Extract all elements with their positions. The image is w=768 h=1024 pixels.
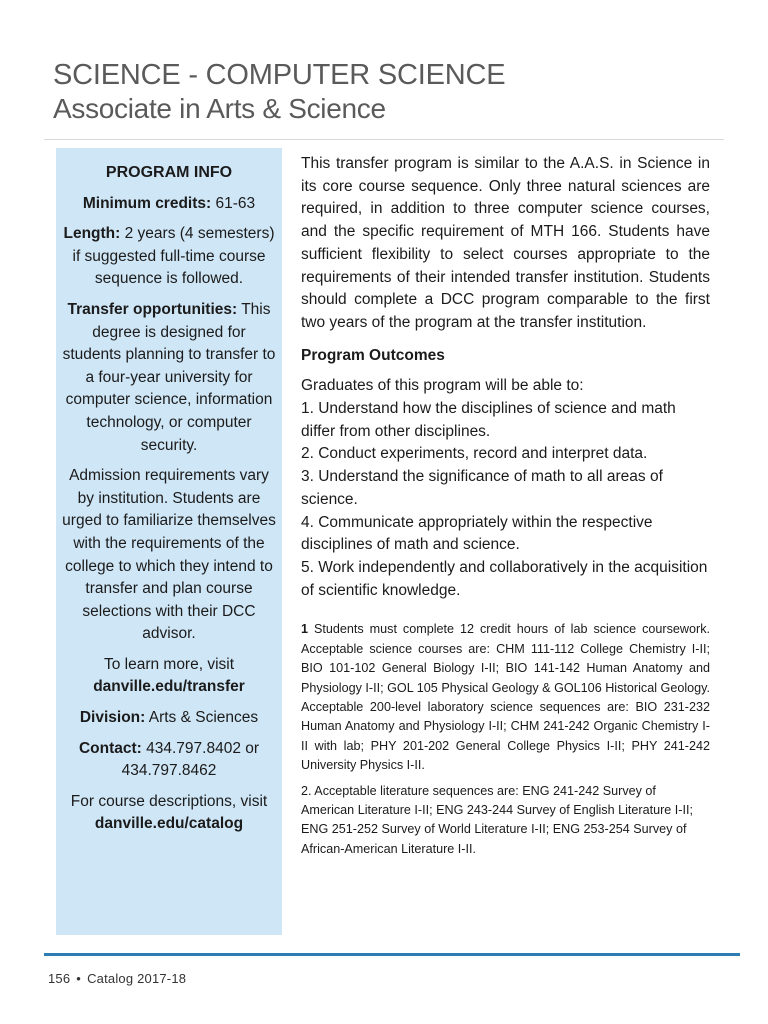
footnote-1 bbox=[301, 620, 710, 775]
outcomes-heading: Program Outcomes bbox=[301, 346, 445, 364]
transfer-link[interactable]: danville.edu/transfer bbox=[93, 678, 245, 696]
minimum-credits-label: Minimum credits: bbox=[82, 194, 212, 212]
footnotes bbox=[301, 620, 710, 859]
transfer-value: This degree is designed for students planning to transfer to a four-year university for computer science, information technology, or computer security. bbox=[62, 300, 276, 454]
outcome-item: 1. Understand how the disciplines of science and math differ from other disciplines. bbox=[301, 400, 676, 440]
page-subtitle: Associate in Arts & Science bbox=[53, 93, 386, 124]
learn-more-text: To learn more, visit bbox=[103, 655, 235, 673]
program-info-sidebar bbox=[56, 148, 282, 935]
transfer-opportunities bbox=[62, 299, 276, 457]
contact-value: 434.797.8402 or 434.797.8462 bbox=[121, 739, 260, 780]
program-length bbox=[62, 223, 276, 291]
outcome-item: 2. Conduct experiments, record and interpret data. bbox=[301, 445, 648, 463]
footnote-1-text: Students must complete 12 credit hours of lab science coursework. Acceptable science courses are: CHM 111-112 College Chemistry I-II; BIO 101-102 General Biology I-II; BIO 141-142 Human Anatomy and Physiology I-II; GOL 105 Physical Geology & GOL106 Historical Geology. Acceptable 200-level laboratory science sequences are: BIO 231-232 Human Anatomy and Physiology I-II; CHM 241-242 Organic Chemistry I-II with lab; PHY 201-202 General College Physics I-II; PHY 241-242 University Physics I-II. bbox=[301, 622, 710, 773]
footer-separator: • bbox=[76, 971, 82, 986]
outcomes-lead: Graduates of this program will be able to: bbox=[301, 377, 584, 395]
minimum-credits bbox=[62, 193, 276, 216]
intro-paragraph: This transfer program is similar to the A.A.S. in Science in its core course sequence. Only three natural sciences are required, in addition to three computer science courses, and the specific requirement of MTH 166. Students have sufficient flexibility to select courses appropriate to the requirements of their intended transfer institution. Students should complete a DCC program comparable to the first two years of the program at the transfer institution. bbox=[301, 155, 710, 331]
outcome-item: 5. Work independently and collaboratively in the acquisition of scientific knowledge. bbox=[301, 558, 708, 599]
length-label: Length: bbox=[63, 225, 121, 243]
footnote-1-number: 1 bbox=[301, 622, 309, 637]
minimum-credits-value: 61-63 bbox=[211, 194, 256, 212]
transfer-label: Transfer opportunities: bbox=[67, 300, 238, 318]
header-divider bbox=[44, 139, 724, 140]
page-number: 156 bbox=[48, 971, 71, 986]
catalog-year: Catalog 2017-18 bbox=[87, 971, 187, 986]
contact-label: Contact: bbox=[78, 739, 142, 757]
page-title: SCIENCE - COMPUTER SCIENCE bbox=[53, 59, 506, 91]
page-header bbox=[53, 58, 505, 126]
division-value: Arts & Sciences bbox=[145, 709, 259, 727]
program-info-heading: PROGRAM INFO bbox=[105, 164, 233, 181]
outcome-item: 4. Communicate appropriately within the respective disciplines of math and science. bbox=[301, 513, 653, 554]
program-description bbox=[301, 153, 710, 859]
learn-more bbox=[62, 654, 276, 699]
catalog-text: For course descriptions, visit bbox=[70, 792, 268, 810]
course-descriptions bbox=[62, 791, 276, 836]
footer-divider bbox=[44, 953, 740, 956]
outcome-item: 3. Understand the significance of math to all areas of science. bbox=[301, 468, 663, 508]
page-footer bbox=[48, 971, 186, 986]
division-label: Division: bbox=[79, 709, 146, 727]
division bbox=[62, 707, 276, 730]
footnote-2: 2. Acceptable literature sequences are: ENG 241-242 Survey of American Literature I-II; ENG 243-244 Survey of English Literature I-II; ENG 251-252 Survey of World Literature I-II; ENG 253-254 Survey of African-American Literature I-II. bbox=[301, 783, 693, 856]
admission-requirements: Admission requirements vary by institution. Students are urged to familiarize themselves with the requirements of the college to which they intend to transfer and plan course selections with their DCC advisor. bbox=[62, 467, 276, 643]
length-value: 2 years (4 semesters) if suggested full-time course sequence is followed. bbox=[72, 225, 275, 288]
contact bbox=[62, 738, 276, 783]
catalog-link[interactable]: danville.edu/catalog bbox=[94, 815, 244, 833]
